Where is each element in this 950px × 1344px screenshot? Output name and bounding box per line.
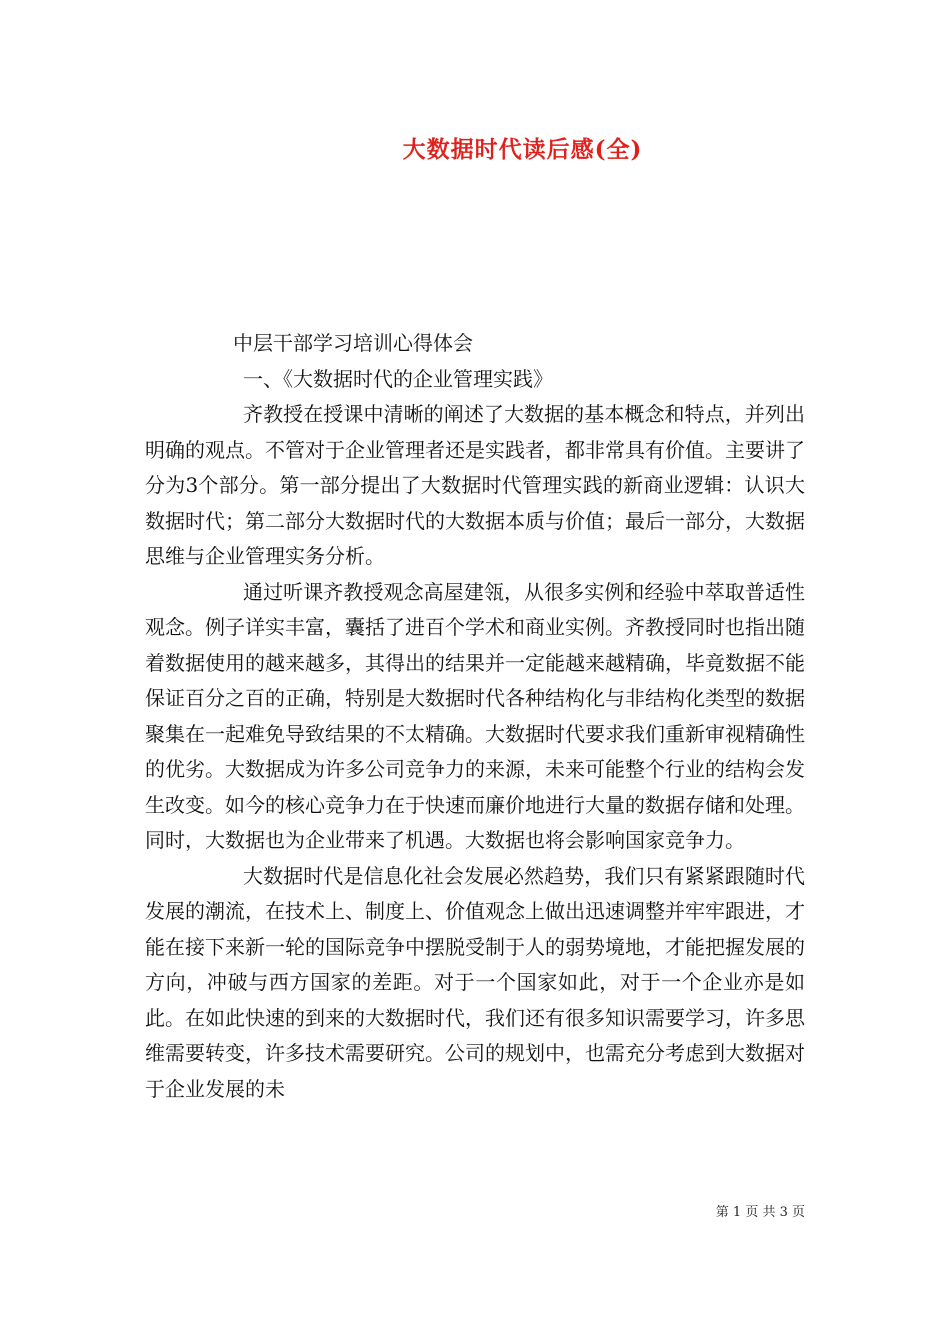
page-number-footer: 第 1 页 共 3 页 [715, 1205, 805, 1220]
document-subtitle: 中层干部学习培训心得体会 [233, 331, 473, 355]
document-body [145, 326, 805, 1107]
section-heading: 一、《大数据时代的企业管理实践》 [243, 366, 553, 391]
document-title: 大数据时代读后感(全) [402, 136, 643, 163]
paragraph-3: 大数据时代是信息化社会发展必然趋势，我们只有紧紧跟随时代发展的潮流，在技术上、制度上、价值观念上做出迅速调整并牢牢跟进，才能在接下来新一轮的国际竞争中摆脱受制于人的弱势境地，才能把握发展的方向，冲破与西方国家的差距。对于一个国家如此，对于一个企业亦是如此。在如此快速的到来的大数据时代，我们还有很多知识需要学习，许多思维需要转变，许多技术需要研究。公司的规划中，也需充分考虑到大数据对于企业发展的未 [145, 863, 805, 1101]
paragraph-1: 齐教授在授课中清晰的阐述了大数据的基本概念和特点，并列出明确的观点。不管对于企业管理者还是实践者，都非常具有价值。主要讲了分为3个部分。第一部分提出了大数据时代管理实践的新商业逻辑：认识大数据时代；第二部分大数据时代的大数据本质与价值；最后一部分，大数据思维与企业管理实务分析。 [145, 402, 805, 568]
paragraph-2: 通过听课齐教授观念高屋建瓴，从很多实例和经验中萃取普适性观念。例子详实丰富，囊括了进百个学术和商业实例。齐教授同时也指出随着数据使用的越来越多，其得出的结果并一定能越来越精确，毕竟数据不能保证百分之百的正确，特别是大数据时代各种结构化与非结构化类型的数据聚集在一起难免导致结果的不太精确。大数据时代要求我们重新审视精确性的优劣。大数据成为许多公司竞争力的来源，未来可能整个行业的结构会发生改变。如今的核心竞争力在于快速而廉价地进行大量的数据存储和处理。同时，大数据也为企业带来了机遇。大数据也将会影响国家竞争力。 [145, 579, 805, 852]
